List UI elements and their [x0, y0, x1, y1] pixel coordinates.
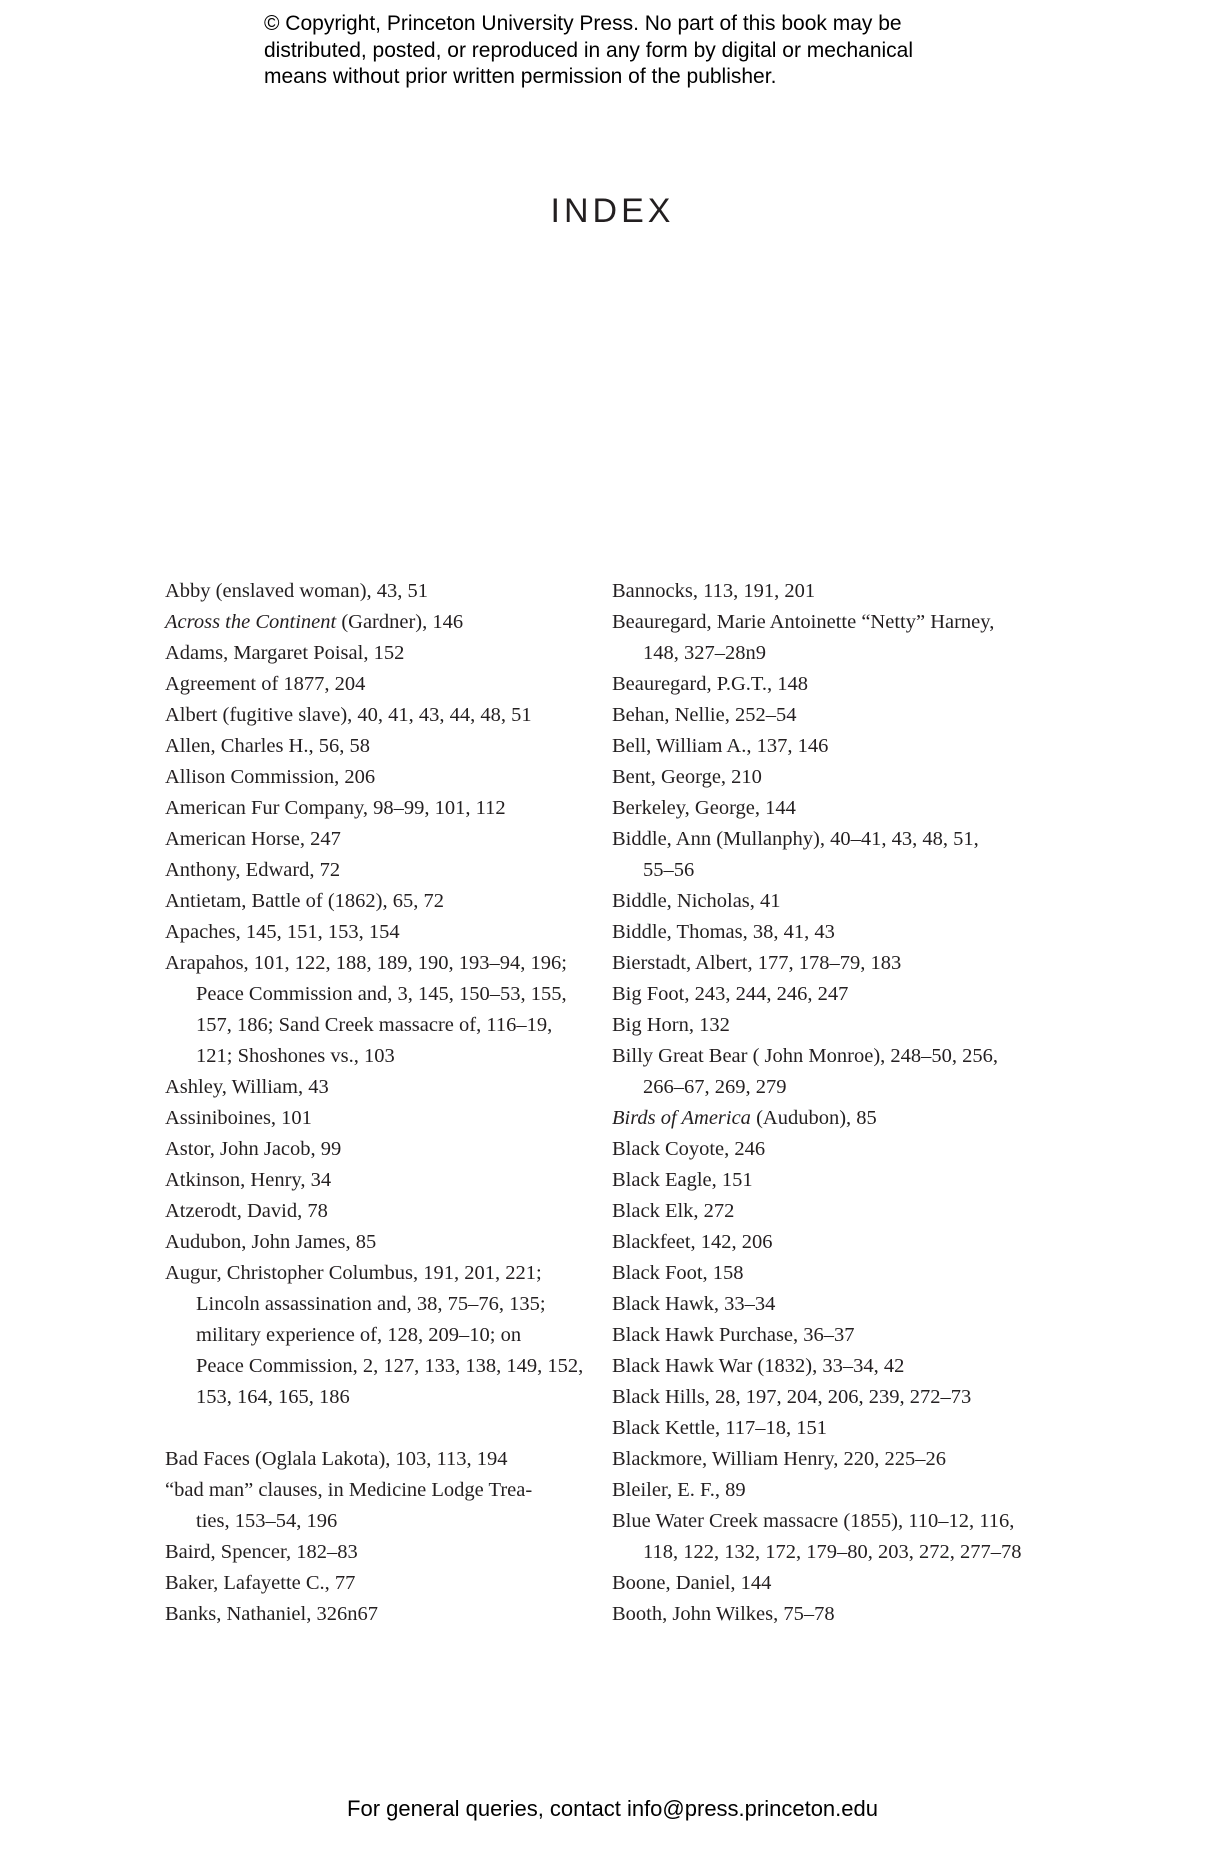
- footer-prefix: For general queries,: [347, 1796, 544, 1821]
- index-entry: Black Coyote, 246: [612, 1138, 766, 1160]
- index-entry: Assiniboines, 101: [165, 1107, 312, 1129]
- index-entry: Black Hawk, 33–34: [612, 1293, 776, 1315]
- copyright-notice: [264, 11, 1004, 91]
- entry-line: 153, 164, 165, 186: [196, 1386, 350, 1408]
- index-entry: Agreement of 1877, 204: [165, 673, 366, 695]
- index-entry: Astor, John Jacob, 99: [165, 1138, 342, 1160]
- index-entry: Biddle, Thomas, 38, 41, 43: [612, 921, 835, 943]
- index-entry: Black Hills, 28, 197, 204, 206, 239, 272–73: [612, 1386, 972, 1408]
- index-entry: Bad Faces (Oglala Lakota), 103, 113, 194: [165, 1448, 508, 1470]
- index-entry: Bannocks, 113, 191, 201: [612, 580, 816, 602]
- entry-title-italic: Across the Continent: [165, 611, 337, 633]
- entry-line: “bad man” clauses, in Medicine Lodge Trea-: [165, 1479, 533, 1501]
- entry-line: 266–67, 269, 279: [643, 1076, 787, 1098]
- entry-line: Blue Water Creek massacre (1855), 110–12, 116,: [612, 1510, 1015, 1532]
- index-entry: Bleiler, E. F., 89: [612, 1479, 746, 1501]
- index-entry: Big Horn, 132: [612, 1014, 730, 1036]
- entry-line: Biddle, Ann (Mullanphy), 40–41, 43, 48, 51,: [612, 828, 979, 850]
- entry-line: 118, 122, 132, 172, 179–80, 203, 272, 277–78: [643, 1541, 1022, 1563]
- index-entry: Baker, Lafayette C., 77: [165, 1572, 356, 1594]
- index-entry: Atzerodt, David, 78: [165, 1200, 328, 1222]
- footer-contact-text: contact info@press.princeton.edu: [549, 1796, 878, 1821]
- index-entry: Beauregard, P.G.T., 148: [612, 673, 809, 695]
- index-entry: Biddle, Nicholas, 41: [612, 890, 781, 912]
- entry-line: ties, 153–54, 196: [196, 1510, 338, 1532]
- entry-line: military experience of, 128, 209–10; on: [196, 1324, 522, 1346]
- index-entry: Abby (enslaved woman), 43, 51: [165, 580, 429, 602]
- index-entry: [612, 607, 1052, 669]
- copyright-line: distributed, posted, or reproduced in any form by digital or mechanical: [264, 38, 914, 62]
- entry-line: Peace Commission and, 3, 145, 150–53, 155,: [196, 983, 567, 1005]
- index-entry: Berkeley, George, 144: [612, 797, 796, 819]
- entry-title-italic: Birds of America: [612, 1107, 751, 1129]
- index-entry: Apaches, 145, 151, 153, 154: [165, 921, 400, 943]
- index-entry: Bell, William A., 137, 146: [612, 735, 829, 757]
- index-entry: Black Kettle, 117–18, 151: [612, 1417, 828, 1439]
- index-entry: American Horse, 247: [165, 828, 341, 850]
- index-entry: [165, 607, 585, 638]
- index-entry: Anthony, Edward, 72: [165, 859, 341, 881]
- entry-line: 55–56: [643, 859, 695, 881]
- index-entry: Banks, Nathaniel, 326n67: [165, 1603, 378, 1625]
- index-entry: Ashley, William, 43: [165, 1076, 329, 1098]
- index-entry: [165, 1475, 585, 1537]
- index-entry: Allison Commission, 206: [165, 766, 376, 788]
- index-entry: [165, 1258, 585, 1413]
- index-entry: [612, 1041, 1052, 1103]
- index-column-left: [165, 576, 585, 1630]
- index-entry: [612, 1103, 1052, 1134]
- page-title: INDEX: [550, 192, 675, 230]
- entry-line: 148, 327–28n9: [643, 642, 766, 664]
- index-entry: [165, 948, 585, 1072]
- index-entry: Black Eagle, 151: [612, 1169, 753, 1191]
- copyright-line: © Copyright, Princeton University Press. No part of this book may be: [264, 12, 902, 35]
- entry-line: Peace Commission, 2, 127, 133, 138, 149, 152,: [196, 1355, 584, 1377]
- entry-line: Billy Great Bear ( John Monroe), 248–50, 256,: [612, 1045, 999, 1067]
- index-entry: Antietam, Battle of (1862), 65, 72: [165, 890, 444, 912]
- index-entry: Blackmore, William Henry, 220, 225–26: [612, 1448, 946, 1470]
- entry-line: 157, 186; Sand Creek massacre of, 116–19,: [196, 1014, 553, 1036]
- index-entry: [612, 1506, 1052, 1568]
- index-entry: Atkinson, Henry, 34: [165, 1169, 332, 1191]
- index-entry: Baird, Spencer, 182–83: [165, 1541, 358, 1563]
- copyright-line: means without prior written permission of the publisher.: [264, 65, 777, 88]
- index-entry: Black Elk, 272: [612, 1200, 735, 1222]
- index-entry: Black Hawk Purchase, 36–37: [612, 1324, 855, 1346]
- index-column-right: [612, 576, 1052, 1630]
- index-entry: Albert (fugitive slave), 40, 41, 43, 44, 48, 51: [165, 704, 532, 726]
- letter-group-spacer: [165, 1413, 585, 1444]
- entry-line: Augur, Christopher Columbus, 191, 201, 221;: [165, 1262, 542, 1284]
- index-entry: Adams, Margaret Poisal, 152: [165, 642, 405, 664]
- index-entry: [612, 824, 1052, 886]
- entry-text: (Gardner), 146: [336, 611, 464, 633]
- index-entry: Black Hawk War (1832), 33–34, 42: [612, 1355, 905, 1377]
- index-entry: Blackfeet, 142, 206: [612, 1231, 773, 1253]
- footer-contact: [0, 1796, 1225, 1822]
- entry-text: (Audubon), 85: [750, 1107, 877, 1129]
- entry-line: Lincoln assassination and, 38, 75–76, 135;: [196, 1293, 546, 1315]
- index-entry: American Fur Company, 98–99, 101, 112: [165, 797, 506, 819]
- index-entry: Boone, Daniel, 144: [612, 1572, 772, 1594]
- index-entry: Behan, Nellie, 252–54: [612, 704, 797, 726]
- entry-line: 121; Shoshones vs., 103: [196, 1045, 395, 1067]
- index-entry: Allen, Charles H., 56, 58: [165, 735, 370, 757]
- entry-line: Beauregard, Marie Antoinette “Netty” Harney,: [612, 611, 995, 633]
- index-entry: Bent, George, 210: [612, 766, 762, 788]
- index-entry: Bierstadt, Albert, 177, 178–79, 183: [612, 952, 902, 974]
- index-entry: Big Foot, 243, 244, 246, 247: [612, 983, 849, 1005]
- entry-line: Arapahos, 101, 122, 188, 189, 190, 193–94, 196;: [165, 952, 568, 974]
- index-entry: Booth, John Wilkes, 75–78: [612, 1603, 835, 1625]
- index-entry: Black Foot, 158: [612, 1262, 744, 1284]
- index-entry: Audubon, John James, 85: [165, 1231, 377, 1253]
